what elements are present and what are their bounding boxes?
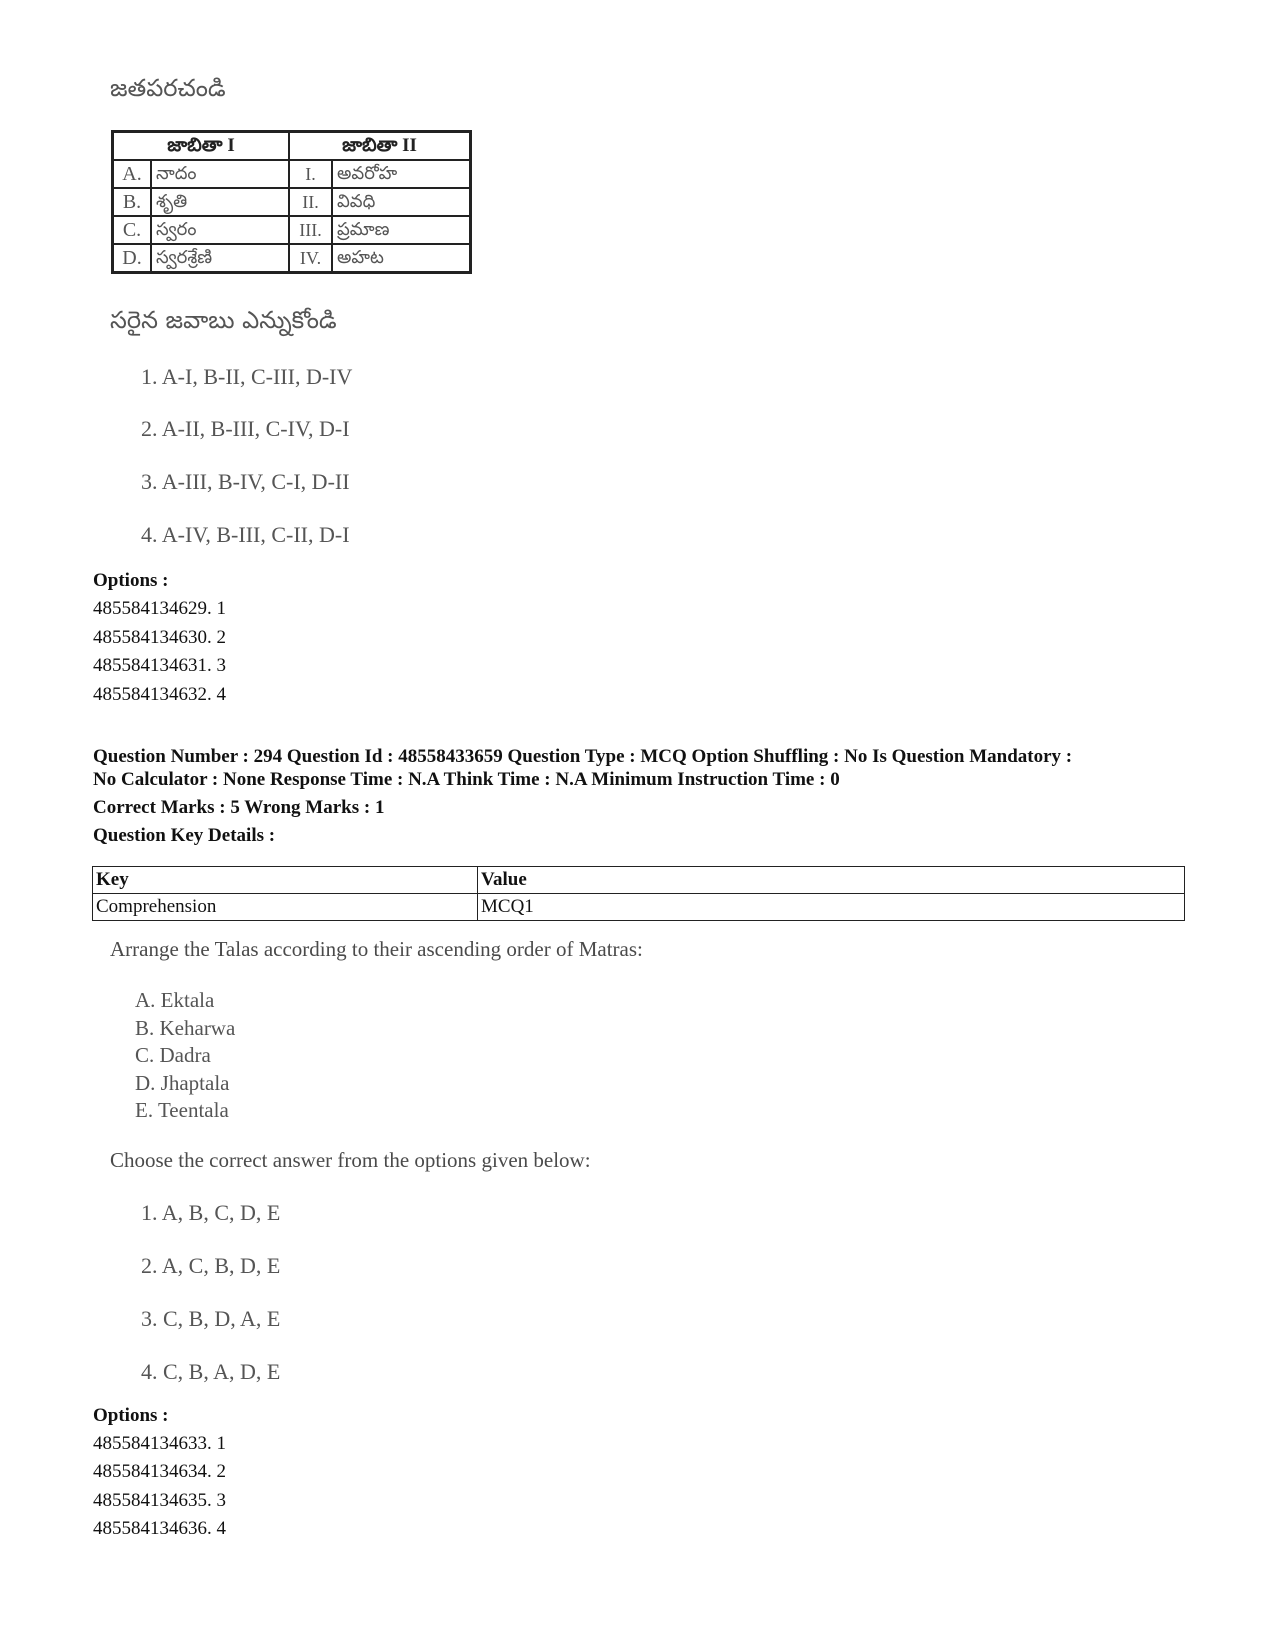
table-row: B. శృతి II. వివధి — [113, 188, 471, 216]
value-header: Value — [478, 867, 1185, 894]
q1-choice-2: 2. A-II, B-III, C-IV, D-I — [141, 416, 350, 441]
q2-option-3: 485584134635. 3 — [93, 1490, 226, 1511]
q1-instruction: సరైన జవాబు ఎన్నుకోండి — [110, 306, 337, 334]
q1-options-label: Options : — [93, 570, 169, 591]
q1-choice-3: 3. A-III, B-IV, C-I, D-II — [141, 469, 350, 494]
q2-instruction: Choose the correct answer from the options given below: — [110, 1148, 591, 1172]
q2-choice-3: 3. C, B, D, A, E — [141, 1306, 281, 1331]
q2-item-c: C. Dadra — [135, 1043, 211, 1067]
table-header-list1: జాబితా I — [113, 132, 290, 161]
q2-item-e: E. Teentala — [135, 1098, 229, 1122]
q1-heading: జతపరచండి — [110, 74, 226, 102]
q2-item-b: B. Keharwa — [135, 1016, 236, 1040]
q2-marks: Correct Marks : 5 Wrong Marks : 1 — [93, 797, 385, 818]
q2-meta-line2: No Calculator : None Response Time : N.A Think Time : N.A Minimum Instruction Time : 0 — [93, 769, 840, 790]
q1-match-table — [111, 130, 472, 274]
q1-option-4: 485584134632. 4 — [93, 684, 226, 705]
value-cell: MCQ1 — [478, 894, 1185, 921]
q2-option-1: 485584134633. 1 — [93, 1433, 226, 1454]
table-row: D. స్వరశ్రేణి IV. అహట — [113, 244, 471, 273]
q2-key-details-label: Question Key Details : — [93, 825, 276, 846]
q2-choice-1: 1. A, B, C, D, E — [141, 1200, 281, 1225]
q2-key-table — [92, 866, 1185, 921]
q2-item-d: D. Jhaptala — [135, 1071, 230, 1095]
table-row: A. నాదం I. అవరోహ — [113, 160, 471, 188]
q2-options-label: Options : — [93, 1405, 169, 1426]
q2-choice-4: 4. C, B, A, D, E — [141, 1359, 281, 1384]
table-header-list2: జాబితా II — [289, 132, 471, 161]
q2-choice-2: 2. A, C, B, D, E — [141, 1253, 281, 1278]
table-header-row — [93, 867, 1185, 894]
q1-choice-4: 4. A-IV, B-III, C-II, D-I — [141, 522, 350, 547]
q2-option-2: 485584134634. 2 — [93, 1461, 226, 1482]
q2-meta-line1: Question Number : 294 Question Id : 48558433659 Question Type : MCQ Option Shuffling : No Is Question Mandatory : — [93, 746, 1073, 767]
q2-item-a: A. Ektala — [135, 988, 215, 1012]
q2-question: Arrange the Talas according to their ascending order of Matras: — [110, 937, 643, 961]
key-cell: Comprehension — [93, 894, 478, 921]
key-header: Key — [93, 867, 478, 894]
q1-option-3: 485584134631. 3 — [93, 655, 226, 676]
table-row — [93, 894, 1185, 921]
q1-option-2: 485584134630. 2 — [93, 627, 226, 648]
q2-option-4: 485584134636. 4 — [93, 1518, 226, 1539]
q1-choice-1: 1. A-I, B-II, C-III, D-IV — [141, 364, 353, 389]
table-row: C. స్వరం III. ప్రమాణ — [113, 216, 471, 244]
q1-option-1: 485584134629. 1 — [93, 598, 226, 619]
